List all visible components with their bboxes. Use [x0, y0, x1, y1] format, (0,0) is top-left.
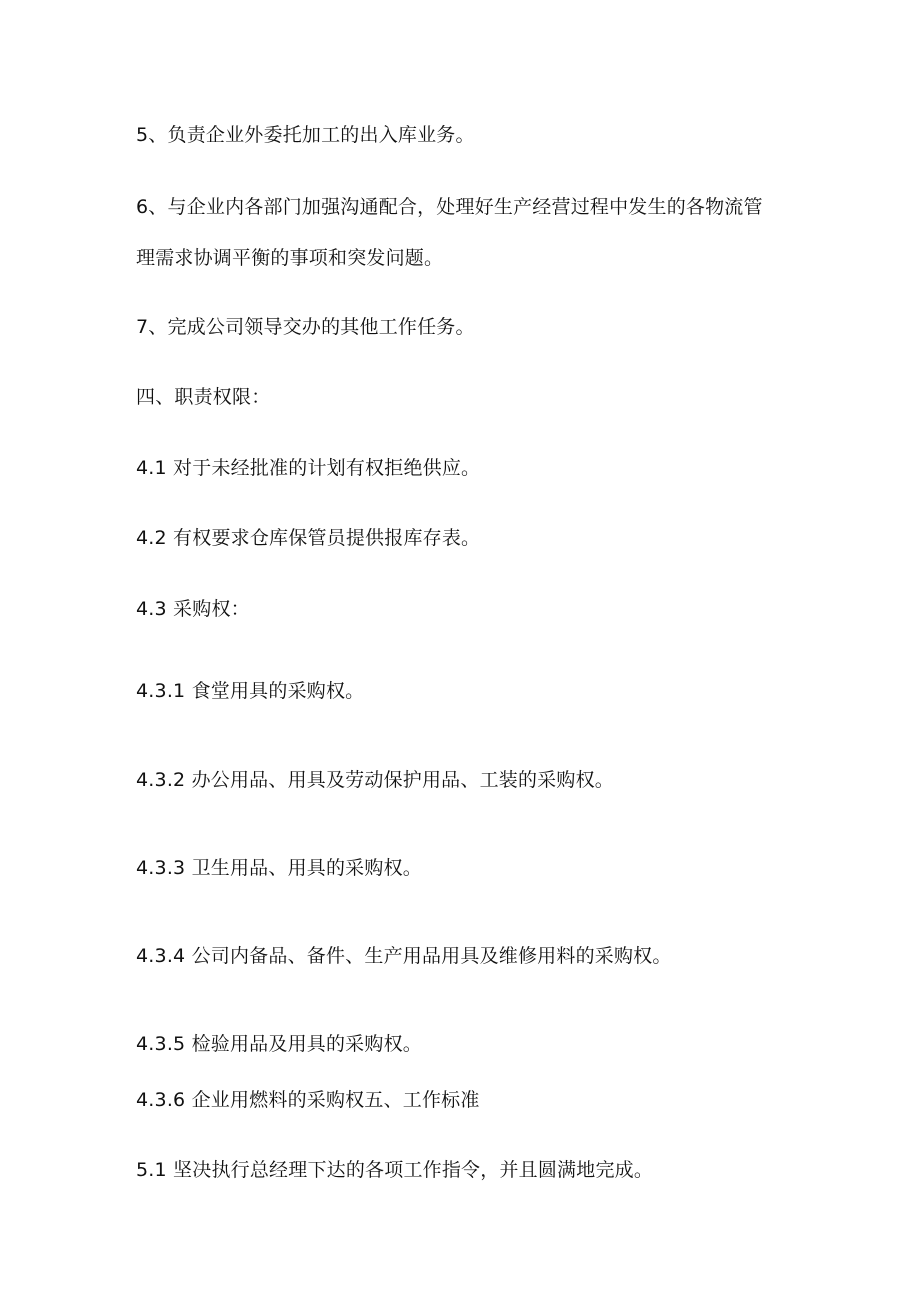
item-4-3-5: 4.3.5 检验用品及用具的采购权。 — [136, 1033, 422, 1055]
item-4-3: 4.3 采购权： — [136, 598, 250, 620]
item-4-3-1: 4.3.1 食堂用具的采购权。 — [136, 680, 365, 702]
item-5: 5、负责企业外委托加工的出入库业务。 — [136, 124, 475, 146]
item-4-1: 4.1 对于未经批准的计划有权拒绝供应。 — [136, 457, 481, 479]
item-6-line-2: 理需求协调平衡的事项和突发问题。 — [136, 247, 444, 269]
item-4-3-6: 4.3.6 企业用燃料的采购权五、工作标准 — [136, 1089, 480, 1111]
item-5-1: 5.1 坚决执行总经理下达的各项工作指令，并且圆满地完成。 — [136, 1159, 654, 1181]
item-4-3-4: 4.3.4 公司内备品、备件、生产用品用具及维修用料的采购权。 — [136, 945, 672, 967]
item-4-2: 4.2 有权要求仓库保管员提供报库存表。 — [136, 527, 481, 549]
item-6-line-1: 6、与企业内各部门加强沟通配合，处理好生产经营过程中发生的各物流管 — [136, 196, 763, 218]
section-4-heading: 四、职责权限： — [136, 386, 271, 408]
item-4-3-3: 4.3.3 卫生用品、用具的采购权。 — [136, 857, 422, 879]
item-4-3-2: 4.3.2 办公用品、用具及劳动保护用品、工装的采购权。 — [136, 769, 614, 791]
item-7: 7、完成公司领导交办的其他工作任务。 — [136, 316, 475, 338]
